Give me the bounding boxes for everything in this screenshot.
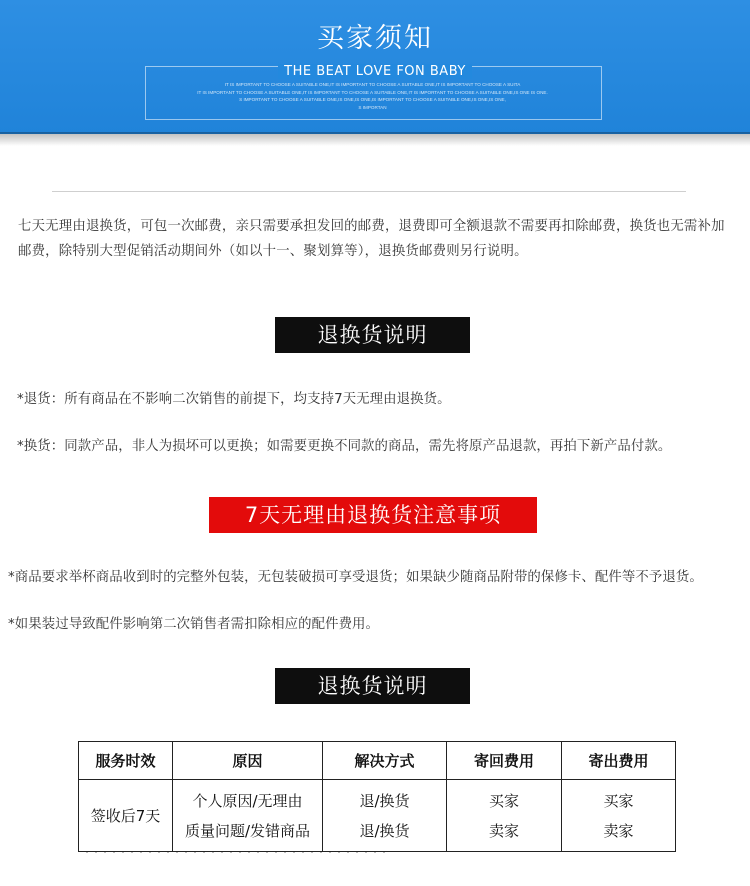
- fine-print-line: IT IS IMPORTANT TO CHOOSE A SUITABLE ONE,IT IS IMPORTANT TO CHOOSE A SUITABLE ONE,IT IS IMPORTANT TO CHOOSE A SUITA: [224, 82, 521, 87]
- table-cell-value: 退/换货: [359, 791, 410, 810]
- section-heading-return-exchange-2: 退换货说明: [275, 668, 470, 704]
- banner-title: 买家须知: [317, 23, 433, 54]
- fine-print-line: S IMPORTANT TO CHOOSE A SUITABLE ONE,IS ONE,IS ONE,IS IMPORTANT TO CHOOSE A SUITABLE ONE,IS ONE,IS ONE,: [239, 97, 506, 102]
- table-header-cell: 寄出费用: [562, 742, 676, 780]
- header-banner: [0, 0, 750, 134]
- table-cell-period: 签收后7天: [79, 780, 173, 852]
- table-cell-value: 买家: [603, 791, 634, 810]
- table-header-row: [79, 742, 676, 780]
- table-cell-return-fees: [447, 780, 562, 852]
- banner-fine-print: [150, 81, 595, 111]
- return-policy-text: *退货：所有商品在不影响二次销售的前提下，均支持7天无理由退换货。: [17, 392, 451, 407]
- divider: [52, 191, 686, 192]
- table-cell-send-fees: [562, 780, 676, 852]
- note-packaging: *商品要求举杯商品收到时的完整外包装，无包装破损可享受退货；如果缺少随商品附带的保修卡、配件等不予退货。: [8, 570, 703, 585]
- section-heading-7-day-notes: 7天无理由退换货注意事项: [209, 497, 537, 533]
- fine-print-line: S IMPORTAN: [358, 104, 387, 110]
- table-row: [79, 780, 676, 852]
- fine-print-line: IT IS IMPORTANT TO CHOOSE A SUITABLE ONE,IT IS IMPORTANT TO CHOOSE A SUITABLE ONE,IT IS IMPORTANT TO CHOOSE A SUITABLE ONE,IS ONE IS ONE.: [197, 89, 548, 95]
- policy-table: [78, 741, 676, 852]
- table-header-cell: 寄回费用: [447, 742, 562, 780]
- banner-subtitle-wrap: [0, 60, 750, 79]
- banner-subtitle: THE BEAT LOVE FON BABY: [278, 64, 472, 79]
- faint-dotted-mark: [86, 852, 386, 853]
- table-cell-reasons: [173, 780, 323, 852]
- table-cell-value: 卖家: [603, 821, 634, 840]
- table-cell-value: 退/换货: [359, 821, 410, 840]
- table-cell-value: 买家: [488, 791, 519, 810]
- table-header-cell: 原因: [173, 742, 323, 780]
- table-header-cell: 服务时效: [79, 742, 173, 780]
- intro-paragraph: 七天无理由退换货，可包一次邮费，亲只需要承担发回的邮费，退费即可全额退款不需要再扣除邮费，换货也无需补加邮费，除特别大型促销活动期间外（如以十一、聚划算等），退换货邮费则另行说明。: [18, 219, 725, 259]
- table-cell-value: 卖家: [488, 821, 519, 840]
- table-cell-value: 质量问题/发错商品: [184, 821, 311, 840]
- banner-shadow: [0, 132, 750, 146]
- table-header-cell: 解决方式: [323, 742, 447, 780]
- table-cell-solutions: [323, 780, 447, 852]
- table-cell-value: 个人原因/无理由: [192, 791, 303, 810]
- note-accessories: *如果装过导致配件影响第二次销售者需扣除相应的配件费用。: [8, 617, 380, 632]
- section-heading-return-exchange: 退换货说明: [275, 317, 470, 353]
- exchange-policy-text: *换货：同款产品，非人为损坏可以更换；如需要更换不同款的商品，需先将原产品退款，再拍下新产品付款。: [17, 439, 672, 454]
